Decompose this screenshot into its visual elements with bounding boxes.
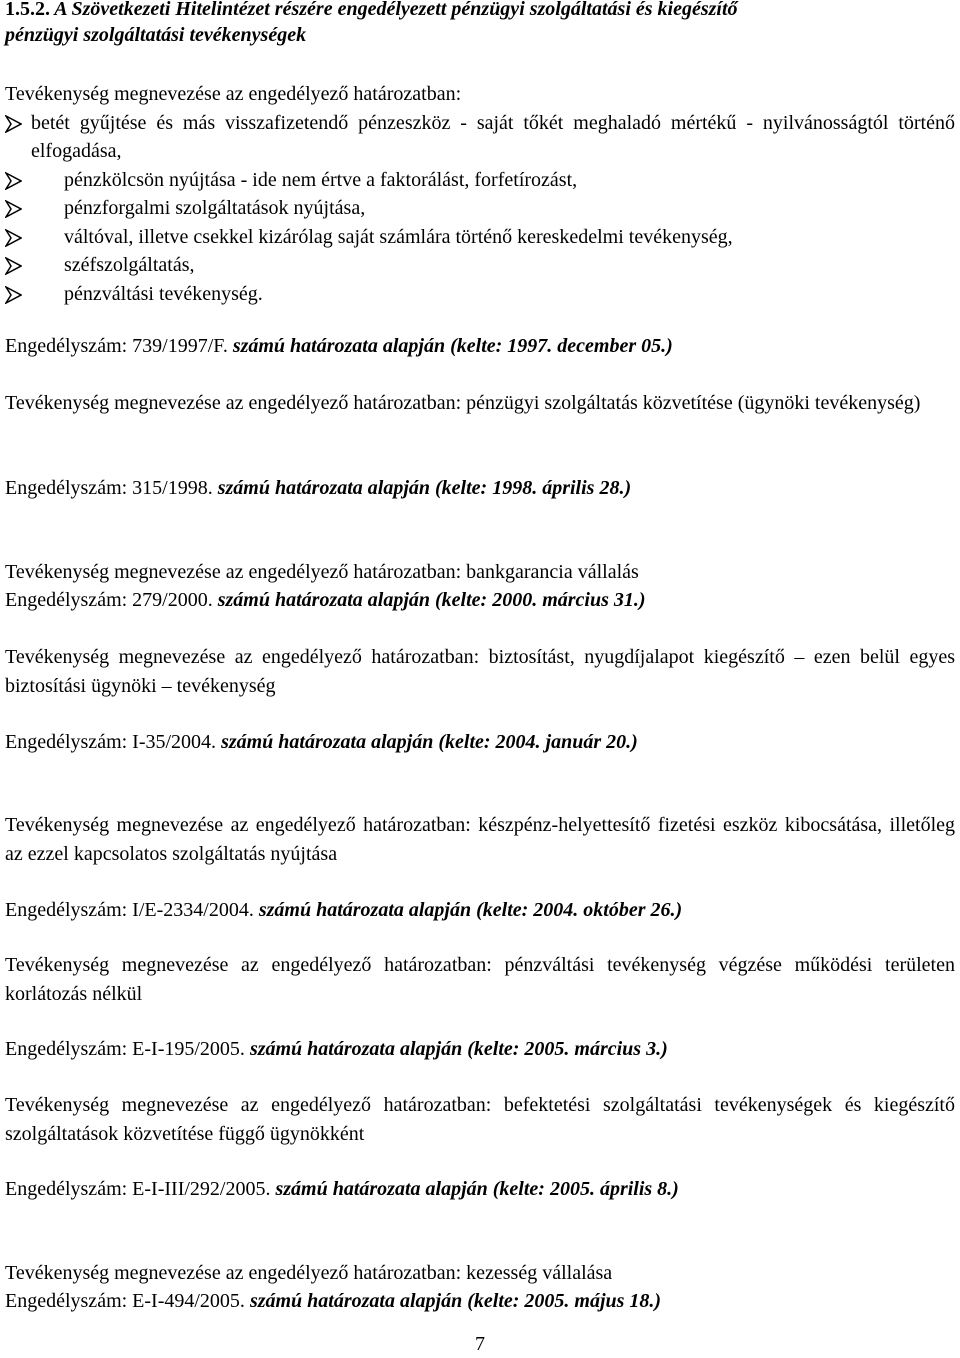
section-title [5, 0, 955, 48]
license-line: Engedélyszám: E-I-494/2005. számú határozata alapján (kelte: 2005. május 18.) [5, 1290, 662, 1312]
activity-description: Tevékenység megnevezése az engedélyező határozatban: pénzváltási tevékenység végzése működési területen korlátozás nélkül [5, 954, 955, 1005]
section-title-line2: pénzügyi szolgáltatási tevékenységek [5, 24, 307, 46]
list-item: pénzforgalmi szolgáltatások nyújtása, [5, 194, 955, 223]
activity-description: Tevékenység megnevezése az engedélyező határozatban: biztosítást, nyugdíjalapot kiegészítő – ezen belül egyes biztosítási ügynöki – tevékenység [5, 646, 955, 697]
license-line: Engedélyszám: 279/2000. számú határozata alapján (kelte: 2000. március 31.) [5, 589, 646, 611]
arrow-bullet-icon [5, 229, 22, 247]
arrow-bullet-icon [5, 257, 22, 275]
license-line: Engedélyszám: 315/1998. számú határozata alapján (kelte: 1998. április 28.) [5, 477, 632, 499]
list-item: pénzváltási tevékenység. [5, 280, 955, 309]
activity-label: Tevékenység megnevezése az engedélyező határozatban: [5, 83, 462, 105]
list-item: váltóval, illetve csekkel kizárólag saját számlára történő kereskedelmi tevékenység, [5, 223, 955, 252]
section-number: 1.5.2. [5, 0, 50, 20]
license-line: Engedélyszám: 739/1997/F. számú határozata alapján (kelte: 1997. december 05.) [5, 335, 673, 357]
list-item: széfszolgáltatás, [5, 251, 955, 280]
arrow-bullet-icon [5, 200, 22, 218]
activity-description: Tevékenység megnevezése az engedélyező határozatban: kezesség vállalása [5, 1262, 613, 1284]
license-line: Engedélyszám: I-35/2004. számú határozata alapján (kelte: 2004. január 20.) [5, 731, 638, 753]
first-activity-block [5, 80, 955, 308]
license-line: Engedélyszám: E-I-III/292/2005. számú határozata alapján (kelte: 2005. április 8.) [5, 1178, 679, 1200]
list-item: betét gyűjtése és más visszafizetendő pénzeszköz - saját tőkét meghaladó mértékű - nyilvánosságtól történő elfogadása, [5, 109, 955, 166]
activity-description: Tevékenység megnevezése az engedélyező határozatban: pénzügyi szolgáltatás közvetítése (ügynöki tevékenység) [5, 392, 921, 414]
activity-list [5, 109, 955, 309]
section-title-line1: A Szövetkezeti Hitelintézet részére engedélyezett pénzügyi szolgáltatási és kiegészítő [54, 0, 738, 20]
arrow-bullet-icon [5, 172, 22, 190]
arrow-bullet-icon [5, 115, 22, 133]
license-line: Engedélyszám: E-I-195/2005. számú határozata alapján (kelte: 2005. március 3.) [5, 1038, 668, 1060]
arrow-bullet-icon [5, 286, 22, 304]
page-number: 7 [475, 1333, 485, 1355]
list-item: pénzkölcsön nyújtása - ide nem értve a faktorálást, forfetírozást, [5, 166, 955, 195]
activity-description: Tevékenység megnevezése az engedélyező határozatban: befektetési szolgáltatási tevékenységek és kiegészítő szolgáltatások közvetítése függő ügynökként [5, 1094, 955, 1145]
activity-description: Tevékenység megnevezése az engedélyező határozatban: bankgarancia vállalás [5, 561, 639, 583]
license-line: Engedélyszám: I/E-2334/2004. számú határozata alapján (kelte: 2004. október 26.) [5, 899, 683, 921]
activity-description: Tevékenység megnevezése az engedélyező határozatban: készpénz-helyettesítő fizetési eszköz kibocsátása, illetőleg az ezzel kapcsolatos szolgáltatás nyújtása [5, 814, 955, 865]
